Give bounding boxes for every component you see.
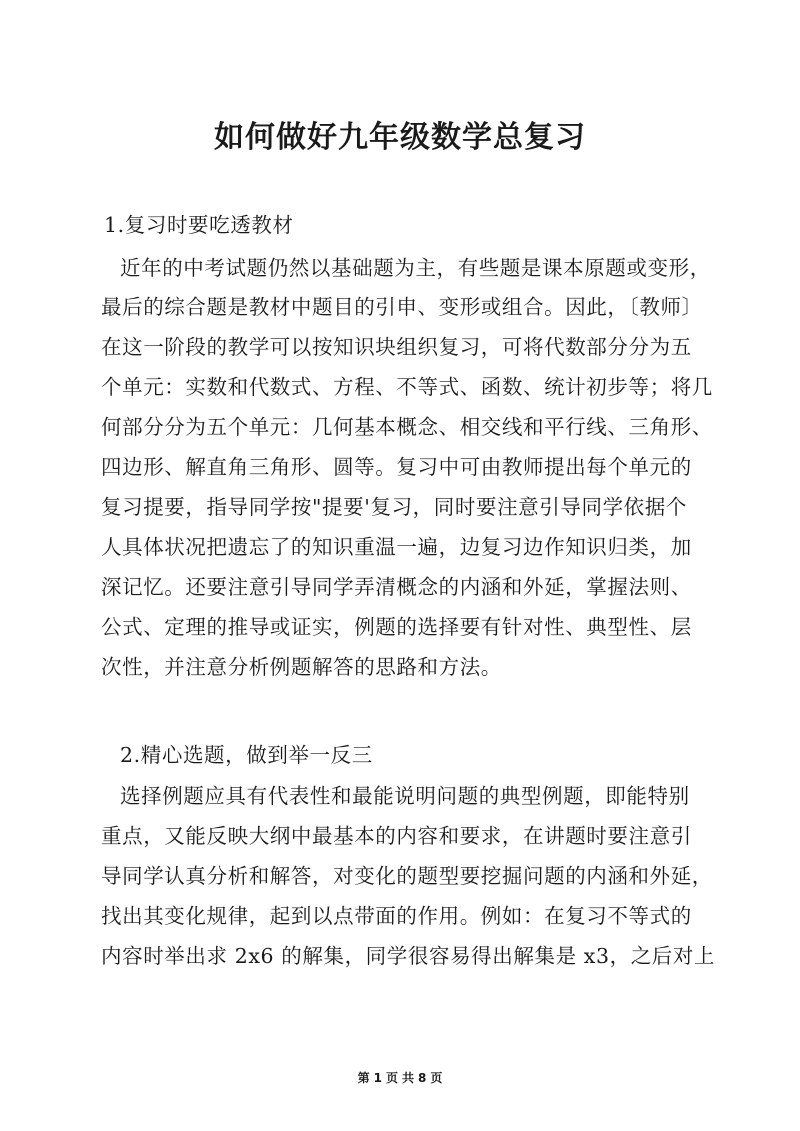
section-1-heading: 1.复习时要吃透教材 [104, 213, 294, 237]
footer-total-suffix: 页 [430, 1071, 443, 1085]
footer-total-prefix: 共 [402, 1071, 415, 1085]
footer-page-word: 页 [385, 1071, 398, 1085]
paragraph-line: 内容时举出求 2x6 的解集，同学很容易得出解集是 x3，之后对上 [101, 944, 716, 968]
paragraph-line: 在这一阶段的教学可以按知识块组织复习，可将代数部分分为五 [101, 335, 692, 359]
paragraph-line: 找出其变化规律，起到以点带面的作用。例如：在复习不等式的 [101, 904, 692, 928]
paragraph-line: 选择例题应具有代表性和最能说明问题的典型例题，即能特别 [120, 784, 690, 808]
section-2-heading: 2.精心选题，做到举一反三 [120, 743, 373, 767]
paragraph-line: 重点，又能反映大纲中最基本的内容和要求，在讲题时要注意引 [101, 824, 692, 848]
current-page-number: 1 [373, 1071, 382, 1085]
paragraph-line: 四边形、解直角三角形、圆等。复习中可由教师提出每个单元的 [101, 455, 692, 479]
paragraph-line: 深记忆。还要注意引导同学弄清概念的内涵和外延，掌握法则、 [101, 575, 692, 599]
page-footer [0, 1069, 800, 1086]
paragraph-line: 近年的中考试题仍然以基础题为主，有些题是课本原题或变形， [120, 256, 711, 280]
paragraph-line: 复习提要，指导同学按"提要'复习，同时要注意引导同学依据个 [101, 495, 687, 519]
total-pages-number: 8 [418, 1071, 427, 1085]
paragraph-line: 人具体状况把遗忘了的知识重温一遍，边复习边作知识归类，加 [101, 535, 692, 559]
paragraph-line: 何部分分为五个单元：几何基本概念、相交线和平行线、三角形、 [101, 415, 713, 439]
paragraph-line: 最后的综合题是教材中题目的引申、变形或组合。因此，〔教师〕 [101, 295, 703, 319]
paragraph-line: 导同学认真分析和解答，对变化的题型要挖掘问题的内涵和外延， [101, 864, 713, 888]
paragraph-line: 公式、定理的推导或证实，例题的选择要有针对性、典型性、层 [101, 615, 692, 639]
footer-prefix: 第 [357, 1071, 370, 1085]
paragraph-line: 次性，并注意分析例题解答的思路和方法。 [101, 655, 502, 679]
document-title: 如何做好九年级数学总复习 [214, 120, 586, 155]
paragraph-line: 个单元：实数和代数式、方程、不等式、函数、统计初步等；将几 [101, 375, 713, 399]
